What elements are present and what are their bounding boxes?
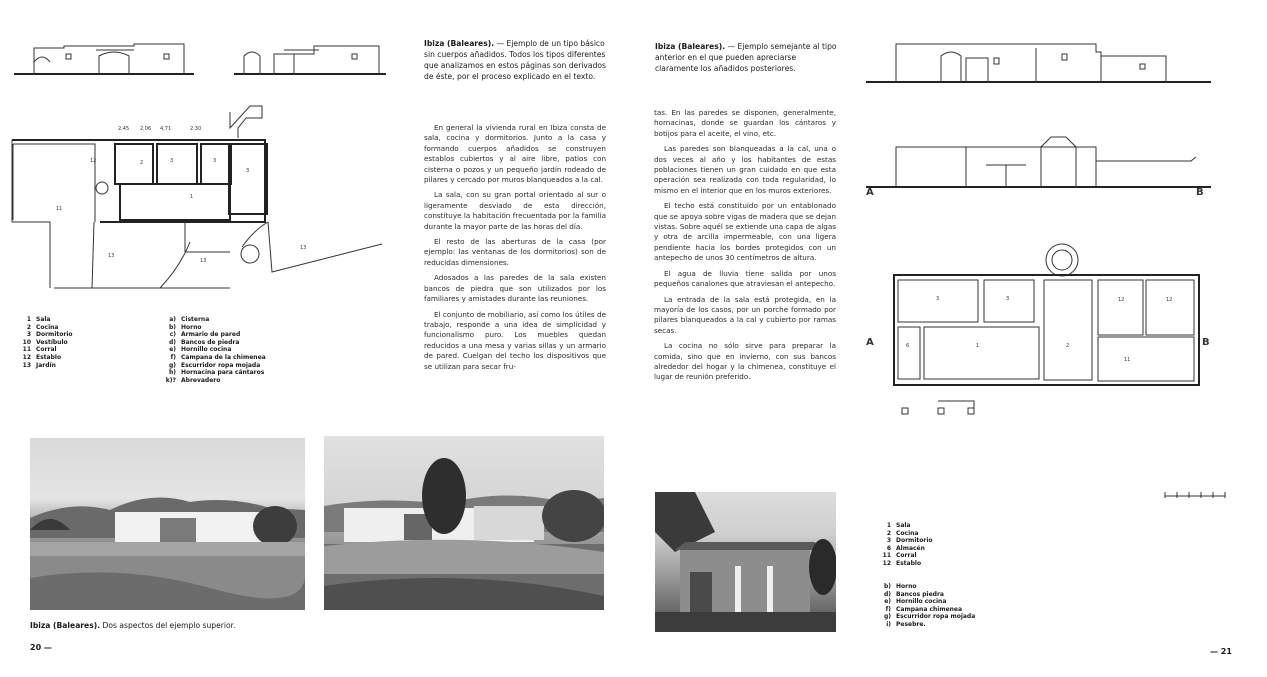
elevation-drawing-left-2 — [234, 38, 386, 78]
svg-text:2: 2 — [140, 160, 144, 166]
elevation-drawing-right — [866, 38, 1211, 88]
legend-row: 11 Corral — [22, 346, 57, 354]
right-page-number: — 21 — [1210, 647, 1232, 656]
legend-row: 2 Cocina — [886, 529, 919, 537]
legend-row: 2 Cocina — [26, 323, 59, 331]
svg-text:3: 3 — [936, 296, 940, 302]
svg-text:3: 3 — [213, 158, 217, 164]
left-top-caption-title: Ibiza (Baleares). — [424, 39, 495, 48]
right-body-paragraph: La cocina no sólo sirve para preparar la comida, sino que en invierno, con sus bancos alrededor del hogar y la chimenea, constituye el lugar de reunión preferido. — [654, 341, 836, 382]
elevation-drawing-left-1 — [14, 38, 194, 78]
svg-text:12: 12 — [1118, 297, 1125, 303]
left-body-paragraph: El resto de las aberturas de la casa (por ejemplo: las ventanas de los dormitorios) son de reducidas dimensiones. — [424, 237, 606, 267]
left-body-paragraph: En general la vivienda rural en Ibiza consta de sala, cocina y dormitorios. Junto a la casa y formando cuerpos añadidos se construyen establos cubiertos y al aire libre, patios con cisterna o pozos y un pequeño jardín rodeado de pilares y cercado por muros blanqueados a la cal. — [424, 123, 606, 185]
svg-text:13: 13 — [108, 253, 115, 259]
right-body-paragraph: El techo está constituido por un entablonado que se apoya sobre vigas de madera que se dejan vistas. Sobre aquél se extiende una capa de algas y otra de arcilla impermeable, con una ligera pendiente hacia los bordes protegidos con un antepecho de unos 30 centímetros de altura. — [654, 201, 836, 263]
floor-plan-left — [10, 92, 390, 292]
plan-label-b: B — [1202, 337, 1210, 348]
svg-text:12: 12 — [1166, 297, 1173, 303]
legend-row: d) Bancos de piedra — [168, 338, 240, 346]
legend-row: 10 Vestíbulo — [22, 338, 68, 346]
svg-text:1: 1 — [976, 343, 980, 349]
svg-text:3: 3 — [246, 168, 250, 174]
right-top-caption — [655, 41, 837, 74]
section-label-a: A — [866, 187, 874, 198]
plan-label-a: A — [866, 337, 874, 348]
legend-row: h) Hornacina para cántaros — [168, 369, 265, 377]
left-legend-letters — [165, 316, 266, 384]
left-top-caption — [424, 38, 614, 82]
legend-row: i) Pesebre. — [886, 620, 926, 628]
right-top-caption-title: Ibiza (Baleares). — [655, 42, 726, 51]
svg-text:1: 1 — [190, 194, 194, 200]
svg-text:3: 3 — [170, 158, 174, 164]
svg-text:2: 2 — [1066, 343, 1070, 349]
photo-farmhouse-2 — [324, 436, 604, 610]
svg-text:2,45: 2,45 — [118, 126, 130, 132]
svg-text:2,30: 2,30 — [190, 126, 202, 132]
legend-row: 3 Dormitorio — [886, 537, 933, 545]
photo-farmhouse-1 — [30, 438, 305, 610]
legend-row: f) Campana chimenea — [885, 605, 963, 613]
left-page-number: 20 — — [30, 643, 52, 652]
legend-row: a) Cisterna — [169, 316, 210, 323]
left-legend-numbers — [20, 316, 73, 369]
left-photo-caption-text: Dos aspectos del ejemplo superior. — [100, 621, 236, 630]
section-label-b: B — [1196, 187, 1204, 198]
legend-row: b) Horno — [883, 583, 917, 590]
svg-text:2,06: 2,06 — [140, 126, 152, 132]
right-body-paragraph: tas. En las paredes se disponen, generalmente, hornacinas, donde se guardan los cántaros y botijos para el aceite, el vino, etc. — [654, 108, 836, 138]
legend-row: 11 Corral — [882, 552, 917, 560]
svg-text:4,71: 4,71 — [160, 126, 172, 132]
right-body-paragraph: El agua de lluvia tiene salida por unos pequeños canalones que atraviesan el antepecho. — [654, 268, 836, 289]
right-body-text — [654, 108, 836, 388]
legend-row: 3 Dormitorio — [26, 331, 73, 339]
legend-row: 1 Sala — [886, 522, 911, 529]
legend-row: 1 Sala — [26, 316, 51, 323]
legend-row: f) Campana de la chimenea — [170, 353, 266, 361]
right-top-caption-text: — Ejemplo semejante al tipo anterior en el que pueden apreciarse claramente los añadidos posteriores. — [655, 42, 837, 73]
legend-row: 12 Establo — [22, 353, 62, 361]
right-body-paragraph: La entrada de la sala está protegida, en la mayoría de los casos, por un porche formado por pilares blanqueados a la cal y cubierto por ramas secas. — [654, 294, 836, 335]
legend-row: b) Horno — [168, 323, 202, 331]
svg-text:11: 11 — [1124, 357, 1131, 363]
legend-row: k)? Abrevadero — [165, 376, 221, 384]
legend-row: d) Bancos piedra — [883, 590, 944, 598]
left-body-paragraph: La sala, con su gran portal orientado al sur o ligeramente desviado de esta dirección, constituye la habitación frecuentada por la familia durante la mayor parte de las horas del día. — [424, 190, 606, 231]
legend-row: e) Hornillo cocina — [169, 346, 232, 354]
svg-text:13: 13 — [200, 258, 207, 264]
svg-text:6: 6 — [906, 343, 910, 349]
svg-text:3: 3 — [1006, 296, 1010, 302]
legend-row: e) Hornillo cocina — [884, 598, 947, 606]
left-body-paragraph: El conjunto de mobiliario, así como los útiles de trabajo, responde a una idea de simplicidad y funcionalismo puro. Los muebles quedan reducidos a una mesa y varias sillas y un armario de pared. Cuelgan del techo los dispositivos que se utilizan para secar fru- — [424, 309, 606, 371]
left-photo-caption-title: Ibiza (Baleares). — [30, 621, 101, 630]
right-body-paragraph: Las paredes son blanqueadas a la cal, una o dos veces al año y los habitantes de estas poblaciones tienen un gran cuidado en que esta operación sea realizada con toda regularidad, lo mismo en el interior que en los muros exteriores. — [654, 144, 836, 195]
photo-farmhouse-porch — [655, 492, 836, 632]
scale-bar — [1165, 490, 1227, 500]
left-top-caption-text: — Ejemplo de un tipo básico sin cuerpos añadidos. Todos los tipos diferentes que analizamos en estos páginas son derivados de éste, por el proceso explicado en el texto. — [424, 39, 606, 81]
right-legend-numbers — [880, 522, 933, 568]
left-body-text — [424, 123, 606, 377]
legend-row: 13 Jardín — [22, 361, 56, 369]
svg-text:12: 12 — [90, 158, 97, 164]
legend-row: g) Escurridor ropa mojada — [883, 613, 976, 621]
legend-row: g) Escurridor ropa mojada — [168, 361, 261, 369]
legend-row: 6 Almacén — [886, 544, 925, 552]
svg-text:11: 11 — [56, 206, 63, 212]
section-drawing-right — [866, 135, 1216, 205]
legend-row: 12 Establo — [882, 559, 922, 567]
right-legend-letters — [880, 583, 975, 629]
left-body-paragraph: Adosados a las paredes de la sala existen bancos de piedra que son utilizados por los familiares y amistades durante las reuniones. — [424, 273, 606, 304]
floor-plan-right — [866, 225, 1216, 435]
svg-text:13: 13 — [300, 245, 307, 251]
legend-row: c) Armario de pared — [169, 331, 241, 339]
left-photo-caption — [30, 620, 235, 631]
